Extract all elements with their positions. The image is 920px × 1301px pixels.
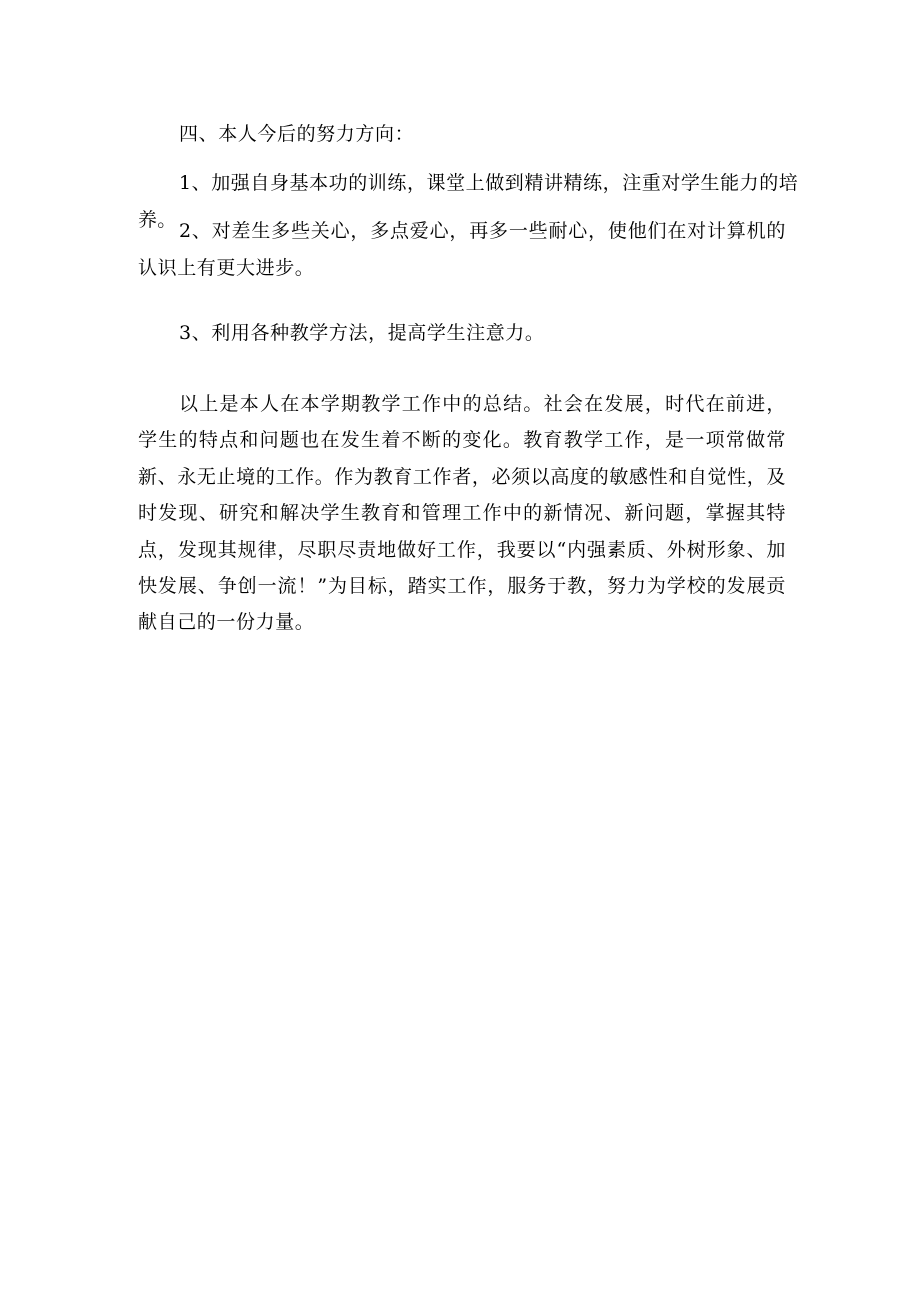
list-item-3: 3、利用各种教学方法，提高学生注意力。 bbox=[179, 322, 545, 344]
section-heading: 四、本人今后的努力方向： bbox=[179, 123, 415, 145]
list-item-2: 2、对差生多些关心，多点爱心，再多一些耐心，使他们在对计算机的认识上有更大进步。 bbox=[138, 220, 786, 279]
summary-paragraph: 以上是本人在本学期教学工作中的总结。社会在发展，时代在前进，学生的特点和问题也在发生着不断的变化。教育教学工作，是一项常做常新、永无止境的工作。作为教育工作者，必须以高度的敏感性和自觉性，及时发现、研究和解决学生教育和管理工作中的新情况、新问题，掌握其特点，发现其规律，尽职尽责地做好工作，我要以“内强素质、外树形象、加快发展、争创一流！”为目标，踏实工作，服务于教，努力为学校的发展贡献自己的一份力量。 bbox=[138, 393, 786, 634]
list-item-1: 1、加强自身基本功的训练，课堂上做到精讲精练，注重对学生能力的培养。 bbox=[138, 172, 798, 231]
